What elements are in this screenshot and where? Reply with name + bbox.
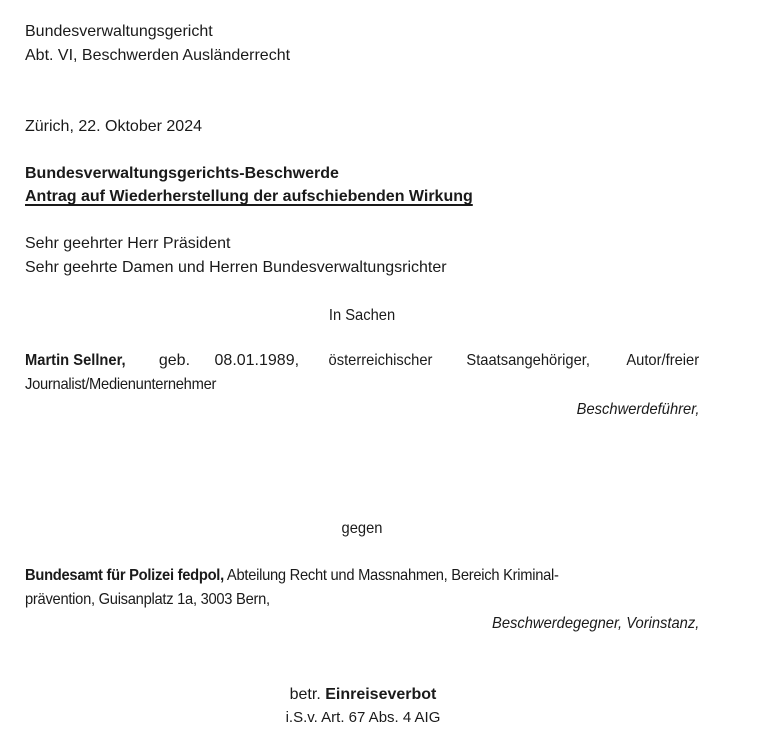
matter-prefix: betr.	[289, 686, 326, 703]
respondent-department: Abteilung Recht und Massnahmen, Bereich Kriminal-	[223, 567, 559, 584]
matter-legal-basis: i.S.v. Art. 67 Abs. 4 AIG	[285, 709, 441, 726]
complainant-nationality: österreichischer	[328, 352, 432, 369]
complainant-role: Beschwerdeführer,	[576, 401, 699, 418]
respondent-role: Beschwerdegegner, Vorinstanz,	[491, 615, 699, 632]
document-title: Bundesverwaltungsgerichts-Beschwerde	[25, 165, 339, 182]
respondent-line-1	[25, 566, 559, 586]
complainant-birth-label: geb.	[158, 352, 191, 369]
complainant-name: Martin Sellner,	[25, 352, 126, 369]
salutation-judges: Sehr geehrte Damen und Herren Bundesverwaltungsrichter	[25, 259, 447, 276]
document-subtitle: Antrag auf Wiederherstellung der aufschiebenden Wirkung	[25, 188, 473, 205]
place-date: Zürich, 22. Oktober 2024	[25, 118, 202, 135]
recipient-department: Abt. VI, Beschwerden Ausländerrecht	[25, 47, 291, 64]
salutation-president: Sehr geehrter Herr Präsident	[25, 235, 231, 252]
complainant-birth-date: 08.01.1989,	[214, 352, 300, 369]
gegen-heading: gegen	[341, 520, 383, 537]
in-sachen-heading: In Sachen	[328, 307, 396, 324]
complainant-occupation-2: Journalist/Medienunternehmer	[25, 376, 217, 393]
respondent-address: prävention, Guisanplatz 1a, 3003 Bern,	[25, 591, 270, 608]
respondent-name: Bundesamt für Polizei fedpol,	[25, 567, 224, 584]
matter-title: Einreiseverbot	[325, 686, 437, 703]
complainant-line-1	[25, 351, 699, 371]
complainant-citizenship: Staatsangehöriger,	[466, 352, 590, 369]
complainant-occupation-1: Autor/freier	[626, 352, 699, 369]
matter-line	[278, 685, 448, 705]
recipient-court: Bundesverwaltungsgericht	[25, 23, 213, 40]
